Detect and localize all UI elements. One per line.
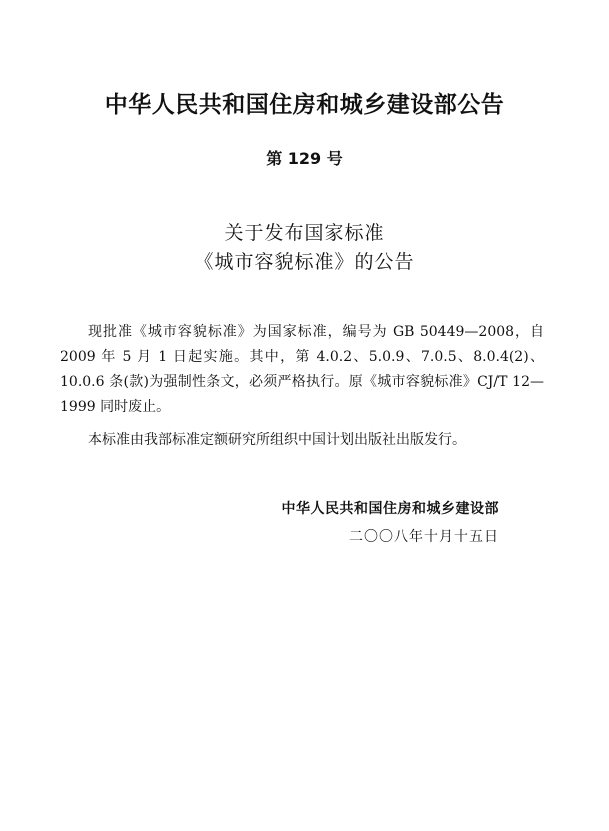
- body-paragraph-1-container: [60, 320, 544, 420]
- subtitle-line-1: 关于发布国家标准: [224, 222, 385, 244]
- body-paragraph-2-container: [60, 428, 544, 453]
- announcement-number: 第 129 号: [266, 149, 343, 168]
- body-paragraph-2: 本标准由我部标准定额研究所组织中国计划出版社出版发行。: [88, 432, 466, 448]
- issue-date: 二〇〇八年十月十五日: [349, 529, 499, 545]
- issuer-name: 中华人民共和国住房和城乡建设部: [281, 501, 499, 517]
- document-title: 中华人民共和国住房和城乡建设部公告: [104, 92, 505, 118]
- subtitle-line-2: 《城市容貌标准》的公告: [194, 251, 415, 273]
- body-paragraph-1: 现批准《城市容貌标准》为国家标准，编号为 GB 50449—2008，自 2009 年 5 月 1 日起实施。其中，第 4.0.2、5.0.9、7.0.5、8.0.4(2)、10.0.6 条(款)为强制性条文，必须严格执行。原《城市容貌标准》CJ/T 12—1999 同时废止。: [60, 324, 544, 415]
